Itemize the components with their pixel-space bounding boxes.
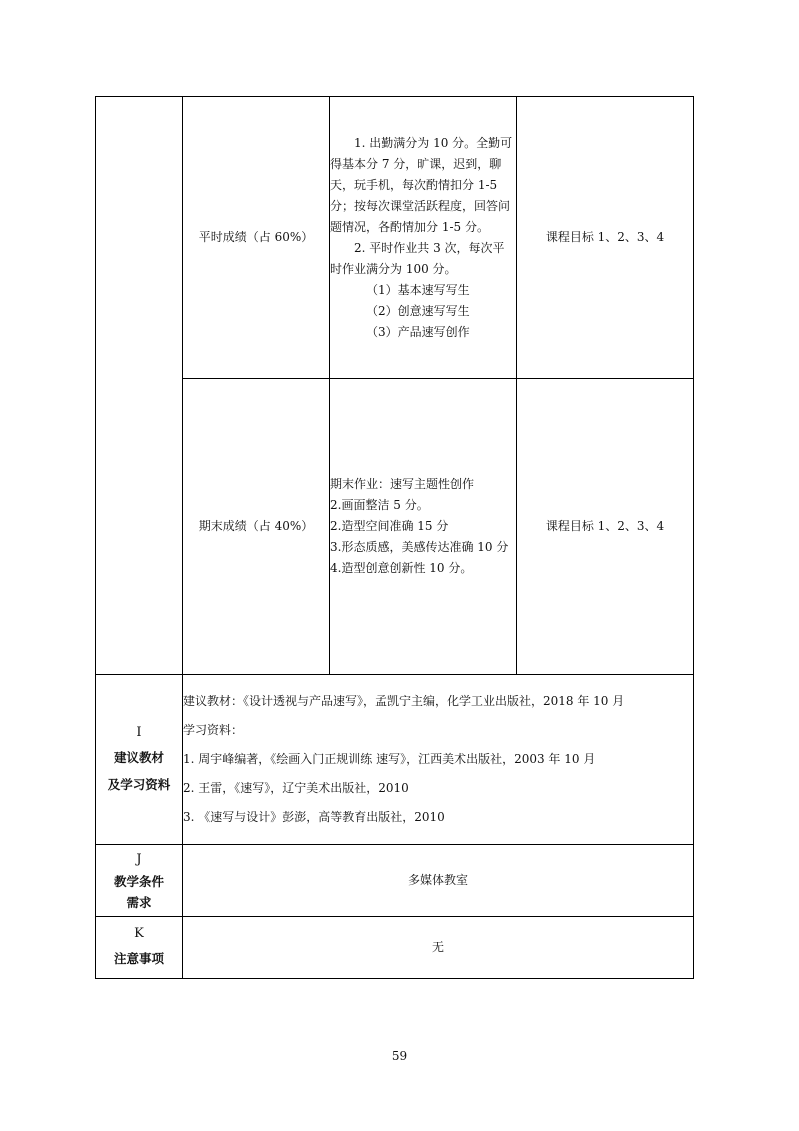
material-item: 1. 周宇峰编著，《绘画入门正规训练 速写》，江西美术出版社，2003 年 10 月: [183, 752, 596, 766]
section-k-label: [96, 917, 183, 979]
final-score-row: [96, 379, 694, 675]
section-letter: J: [136, 851, 142, 867]
score-item-final: 期末成绩（占 40%）: [183, 379, 330, 675]
notes-content: 无: [183, 917, 694, 979]
homework-rule: 2. 平时作业共 3 次，每次平时作业满分为 100 分。: [330, 240, 505, 276]
final-line: 2.画面整洁 5 分。: [330, 498, 429, 512]
section-letter: K: [134, 926, 144, 941]
section-j-label: [96, 845, 183, 917]
section-j-row: [96, 845, 694, 917]
material-item: 2. 王雷，《速写》，辽宁美术出版社，2010: [183, 781, 409, 795]
regular-score-row: [96, 97, 694, 379]
section-title: 教学条件: [113, 873, 164, 889]
attendance-rule: 1. 出勤满分为 10 分。全勤可得基本分 7 分，旷课，迟到，聊天，玩手机，每次酌情扣分 1-5 分；按每次课堂活跃程度，回答问题情况，各酌情加分 1-5 分。: [330, 135, 513, 234]
suggested-textbook: 建议教材：《设计透视与产品速写》，孟凯宁主编，化学工业出版社，2018 年 10 月: [183, 694, 625, 708]
final-line: 期末作业：速写主题性创作: [330, 477, 475, 491]
homework-item: （3）产品速写创作: [366, 324, 470, 339]
section-i-label: [96, 675, 183, 845]
section-title: 注意事项: [113, 951, 164, 966]
assessment-description-final: [330, 379, 517, 675]
textbooks-and-materials: [183, 675, 694, 845]
teaching-conditions: 多媒体教室: [183, 845, 694, 917]
final-line: 2.造型空间准确 15 分: [330, 519, 449, 533]
course-goals-final: 课程目标 1、2、3、4: [517, 379, 694, 675]
assessment-description-regular: [330, 97, 517, 379]
course-goals-regular: 课程目标 1、2、3、4: [517, 97, 694, 379]
section-title: 需求: [126, 894, 152, 910]
homework-item: （1）基本速写写生: [366, 282, 470, 297]
materials-heading: 学习资料：: [183, 723, 244, 737]
section-i-row: [96, 675, 694, 845]
page-number: 59: [391, 1049, 408, 1063]
section-k-row: [96, 917, 694, 979]
section-label-empty: [96, 97, 183, 675]
section-title: 及学习资料: [107, 776, 171, 792]
homework-item: （2）创意速写写生: [366, 303, 470, 318]
final-line: 4.造型创意创新性 10 分。: [330, 561, 473, 575]
final-line: 3.形态质感，美感传达准确 10 分: [330, 540, 509, 554]
course-assessment-table: [95, 96, 694, 979]
section-title: 建议教材: [113, 749, 164, 765]
section-letter: I: [136, 724, 142, 740]
material-item: 3. 《速写与设计》彭澎，高等教育出版社，2010: [183, 810, 445, 824]
score-item-regular: 平时成绩（占 60%）: [183, 97, 330, 379]
